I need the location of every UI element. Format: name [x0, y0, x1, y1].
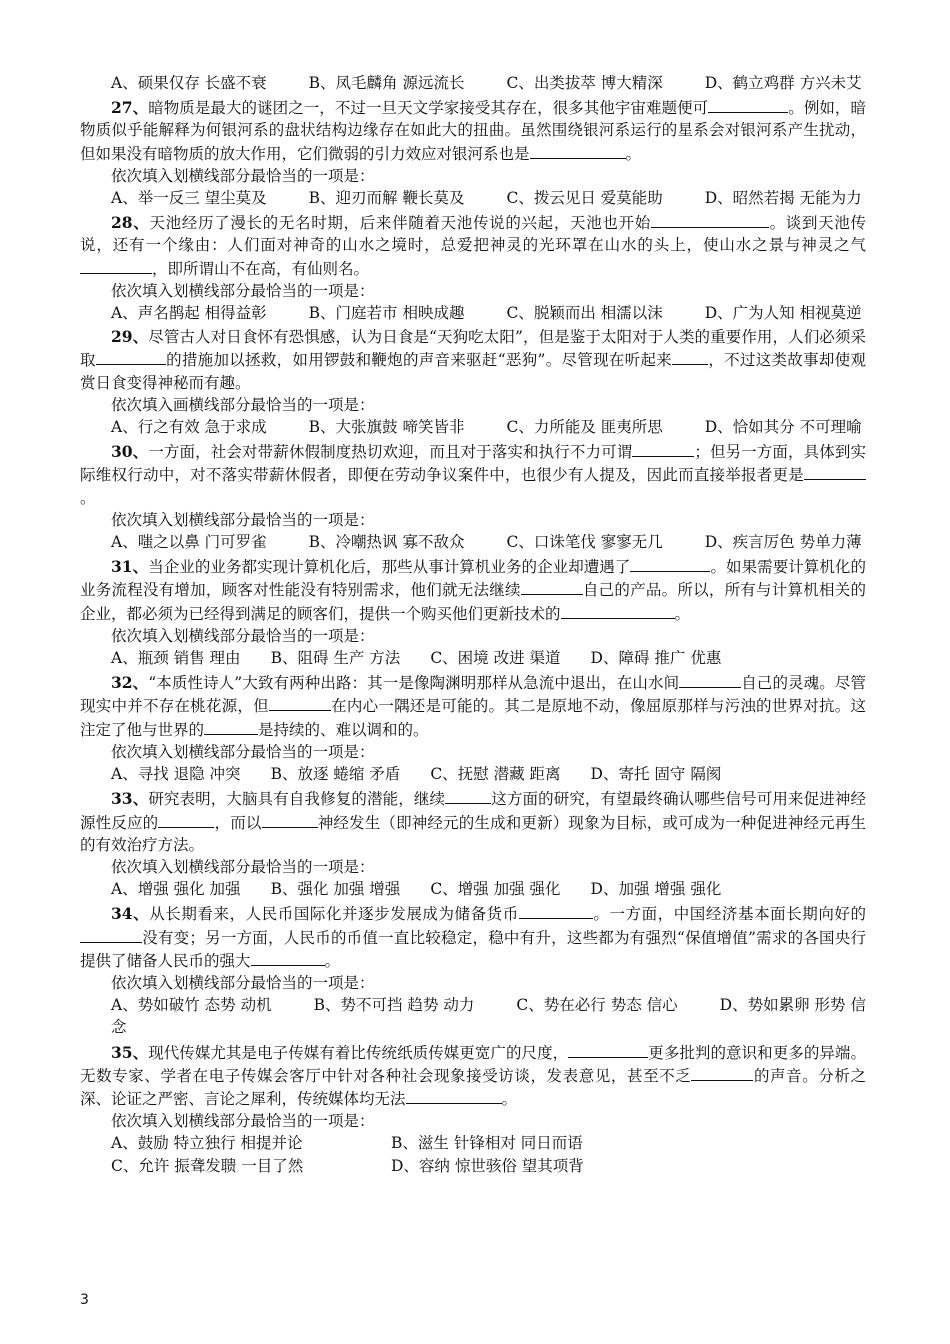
q30-option-a: A、嗤之以鼻 门可罗雀 [111, 533, 267, 552]
q30-prompt: 依次填入划横线部分最恰当的一项是： [111, 510, 375, 529]
q27-text-2: 。例如，暗物质似乎能解释为何银河系的盘状结构边缘存在如此大的扭曲。虽然围绕银河系运行的星系会对银河系产生扰动，但如果没有暗物质的放大作用，它们微弱的引力效应对银河系也是 [80, 99, 866, 163]
q26-option-b: B、凤毛麟角 源远流长 [308, 74, 465, 92]
q28-text-2: 。谈到天池传说，还有一个缘由：人们面对神奇的山水之境时，总爱把神灵的光环罩在山水的头上，使山水之景与神灵之气 [80, 214, 866, 255]
q34-options [80, 994, 866, 1038]
q32-prompt: 依次填入划横线部分最恰当的一项是： [111, 742, 375, 761]
q35-prompt: 依次填入划横线部分最恰当的一项是： [111, 1112, 375, 1131]
q31-option-d: D、障碍 推广 优惠 [590, 649, 722, 668]
q34-option-c: C、势在必行 势态 信心 [516, 996, 678, 1015]
q29-blank-1 [96, 348, 166, 365]
q31-blank-3 [561, 602, 675, 619]
q35-text-4: 。 [501, 1089, 518, 1108]
q33-option-b: B、强化 加强 增强 [270, 880, 401, 899]
q33-stem [80, 787, 866, 856]
q31-blank-1 [630, 555, 710, 572]
q32-text-2: 自己的灵魂。尽管现实中并不存在桃花源，但 [80, 674, 866, 716]
q31-option-c: C、困境 改进 渠道 [430, 649, 561, 668]
q35-blank-3 [406, 1087, 502, 1104]
q28-option-d: D、广为人知 相视莫逆 [704, 304, 862, 323]
q28-option-b: B、门庭若市 相映成趣 [308, 304, 465, 323]
q27-option-b: B、迎刃而解 鞭长莫及 [308, 189, 465, 208]
q35-option-d: D、容纳 惊世骇俗 望其项背 [391, 1156, 584, 1175]
q35-text-1: 现代传媒尤其是电子传媒有着比传统纸质传媒更宽广的尺度， [148, 1043, 569, 1062]
q32-text-4: 是持续的、难以调和的。 [258, 720, 429, 739]
q26-option-c: C、出类拔萃 博大精深 [506, 74, 663, 92]
q27-blank-2 [530, 142, 626, 159]
question-list [80, 72, 866, 1177]
q33-number: 33、 [111, 789, 149, 809]
q34-option-b: B、势不可挡 趋势 动力 [313, 996, 475, 1015]
q31-prompt: 依次填入划横线部分最恰当的一项是： [111, 626, 375, 645]
q27-options [80, 187, 866, 209]
q30-number: 30、 [111, 442, 149, 462]
q30-option-d: D、疾言厉色 势单力薄 [704, 533, 862, 552]
q29-option-b: B、大张旗鼓 啼笑皆非 [308, 418, 465, 437]
q32-number: 32、 [111, 673, 149, 693]
q27-option-a: A、举一反三 望尘莫及 [111, 189, 267, 208]
q28-options [80, 302, 866, 324]
q27-option-c: C、拨云见日 爱莫能助 [506, 189, 663, 208]
q30-stem [80, 440, 866, 509]
q32-option-c: C、抚慰 潜藏 距离 [430, 765, 561, 784]
q35-option-c: C、允许 振聋发聩 一目了然 [111, 1156, 304, 1175]
q32-option-b: B、放逐 蜷缩 矛盾 [270, 765, 401, 784]
q34-text-4: 。 [324, 951, 341, 970]
q29-text-1: 尽管古人对日食怀有恐惧感，认为日食是“天狗吃太阳”，但是鉴于太阳对于人类的重要作用，人们必须采取 [80, 328, 866, 370]
q30-text-1: 一方面，社会对带薪休假制度热切欢迎，而且对于落实和执行不力可谓 [148, 443, 633, 462]
q32-option-a: A、寻找 退隐 冲突 [111, 765, 241, 784]
q35-text-2: 更多批判的意识和更多的异端。无数专家、学者在电子传媒会客厅中针对各种社会现象接受访谈，发表意见，甚至不乏 [80, 1043, 866, 1085]
q33-prompt: 依次填入划横线部分最恰当的一项是： [111, 857, 375, 876]
q27-prompt: 依次填入划横线部分最恰当的一项是： [111, 166, 375, 185]
q33-text-4: 神经发生（即神经元的生成和更新）现象为目标，或可成为一种促进神经元再生的有效治疗方法。 [80, 813, 866, 854]
q34-number: 34、 [111, 904, 150, 924]
q31-option-a: A、瓶颈 销售 理由 [111, 649, 241, 668]
q35-option-a: A、鼓励 特立独行 相提并论 [111, 1134, 303, 1153]
q33-text-3: ，而以 [214, 813, 262, 832]
q26-option-a: A、硕果仅存 长盛不衰 [111, 74, 267, 92]
q34-text-1: 从长期看来，人民币国际化并逐步发展成为储备货币 [149, 905, 519, 924]
q34-blank-1 [519, 902, 593, 919]
q31-stem [80, 555, 866, 625]
q28-text-3: ，即所谓山不在高，有仙则名。 [152, 259, 370, 278]
q32-blank-1 [679, 671, 741, 688]
q31-text-3: 自己的产品。所以，所有与计算机相关的企业，都必须为已经得到满足的顾客们，提供一个购买他们更新技术的 [80, 581, 866, 623]
q30-blank-1 [632, 440, 694, 457]
q35-number: 35、 [111, 1042, 149, 1062]
q32-blank-2 [269, 694, 331, 711]
q26-option-d: D、鹤立鸡群 方兴未艾 [704, 74, 862, 92]
q29-stem [80, 326, 866, 394]
q32-options [80, 763, 866, 785]
q35-blank-1 [568, 1041, 648, 1058]
q31-option-b: B、阻碍 生产 方法 [270, 649, 401, 668]
q33-option-a: A、增强 强化 加强 [111, 880, 241, 899]
q32-blank-3 [204, 718, 258, 735]
q34-text-2: 。一方面，中国经济基本面长期向好的 [592, 905, 866, 924]
q33-option-d: D、加强 增强 强化 [590, 880, 722, 899]
q33-options [80, 878, 866, 900]
q27-text-3: 。 [625, 144, 642, 163]
q28-text-1: 天池经历了漫长的无名时期，后来伴随着天池传说的兴起，天池也开始 [149, 214, 651, 233]
q29-options [80, 416, 866, 438]
q32-option-d: D、寄托 固守 隔阂 [590, 765, 722, 784]
q27-number: 27、 [111, 98, 149, 118]
q30-blank-2 [804, 463, 866, 480]
q32-text-3: 在内心一隅还是可能的。其二是原地不动，像屈原那样与污浊的世界对抗。这注定了他与世界的 [80, 697, 866, 739]
q29-text-2: 的措施加以拯救，如用锣鼓和鞭炮的声音来驱赶“恶狗”。尽管现在听起来 [165, 351, 673, 370]
q29-option-c: C、力所能及 匪夷所思 [506, 418, 663, 437]
q33-option-c: C、增强 加强 强化 [430, 880, 561, 899]
q27-option-d: D、昭然若揭 无能为力 [704, 189, 862, 208]
q27-stem [80, 96, 866, 165]
q31-blank-2 [521, 578, 583, 595]
q28-option-c: C、脱颖而出 相濡以沫 [506, 304, 663, 323]
q27-text-1: 暗物质是最大的谜团之一，不过一旦天文学家接受其存在，很多其他宇宙难题便可 [148, 99, 709, 118]
q35-stem [80, 1041, 866, 1111]
q34-blank-3 [251, 949, 325, 966]
q34-option-a: A、势如破竹 态势 动机 [111, 996, 272, 1015]
q28-option-a: A、声名鹊起 相得益彰 [111, 304, 267, 323]
q33-blank-3 [262, 811, 318, 828]
q35-text-3: 的声音。分析之深、论证之严密、言论之犀利，传统媒体均无法 [80, 1066, 866, 1108]
q33-text-1: 研究表明，大脑具有自我修复的潜能，继续 [148, 790, 446, 809]
q30-options [80, 531, 866, 553]
q28-prompt: 依次填入划横线部分最恰当的一项是： [111, 281, 375, 300]
q32-stem [80, 671, 866, 741]
q29-number: 29、 [111, 327, 149, 347]
q28-number: 28、 [111, 213, 150, 233]
q33-blank-2 [158, 811, 214, 828]
q30-option-b: B、冷嘲热讽 寡不敌众 [308, 533, 465, 552]
q29-text-3: ，不过这类故事却使观赏日食变得神秘而有趣。 [80, 351, 866, 392]
q34-prompt: 依次填入划横线部分最恰当的一项是： [111, 973, 375, 992]
q28-blank-2 [80, 257, 152, 274]
q34-option-d: D、势如累卵 形势 信念 [111, 996, 866, 1037]
q31-text-4: 。 [674, 604, 691, 623]
q34-text-3: 没有变；另一方面，人民币的币值一直比较稳定，稳中有升，这些都为有强烈“保值增值”需求的各国央行提供了储备人民币的强大 [80, 928, 866, 970]
q33-text-2: 这方面的研究，有望最终确认哪些信号可用来促进神经源性反应的 [80, 790, 866, 832]
q31-text-2: 。如果需要计算机化的业务流程没有增加，顾客对性能没有特别需求，他们就无法继续 [80, 558, 866, 600]
q34-stem [80, 902, 866, 972]
q30-option-c: C、口诛笔伐 寥寥无几 [506, 533, 663, 552]
q31-number: 31、 [111, 557, 149, 577]
q29-option-a: A、行之有效 急于求成 [111, 418, 267, 437]
q35-options-row-2 [80, 1155, 866, 1177]
q28-stem [80, 211, 866, 280]
q29-blank-2 [672, 348, 708, 365]
q30-text-3: 。 [80, 488, 96, 507]
page-number: 3 [80, 1292, 89, 1308]
q29-option-d: D、恰如其分 不可理喻 [704, 418, 862, 437]
q28-blank-1 [651, 211, 769, 228]
q34-blank-2 [80, 926, 142, 943]
q26-options [80, 72, 866, 94]
q35-options-row-1 [80, 1132, 866, 1154]
q32-text-1: “本质性诗人”大致有两种出路：其一是像陶渊明那样从急流中退出，在山水间 [148, 674, 680, 693]
q30-text-2: ；但另一方面，具体到实际维权行动中，对不落实带薪休假者，即便在劳动争议案件中，也很少有人提及，因此而直接举报者更是 [80, 443, 866, 485]
q33-blank-1 [445, 787, 491, 804]
q35-blank-2 [691, 1064, 753, 1081]
q31-options [80, 647, 866, 669]
q27-blank-1 [708, 96, 788, 113]
q29-prompt: 依次填入画横线部分最恰当的一项是： [111, 395, 375, 414]
q31-text-1: 当企业的业务都实现计算机化后，那些从事计算机业务的企业却遭遇了 [148, 558, 631, 577]
q35-option-b: B、滋生 针锋相对 同日而语 [391, 1134, 583, 1153]
